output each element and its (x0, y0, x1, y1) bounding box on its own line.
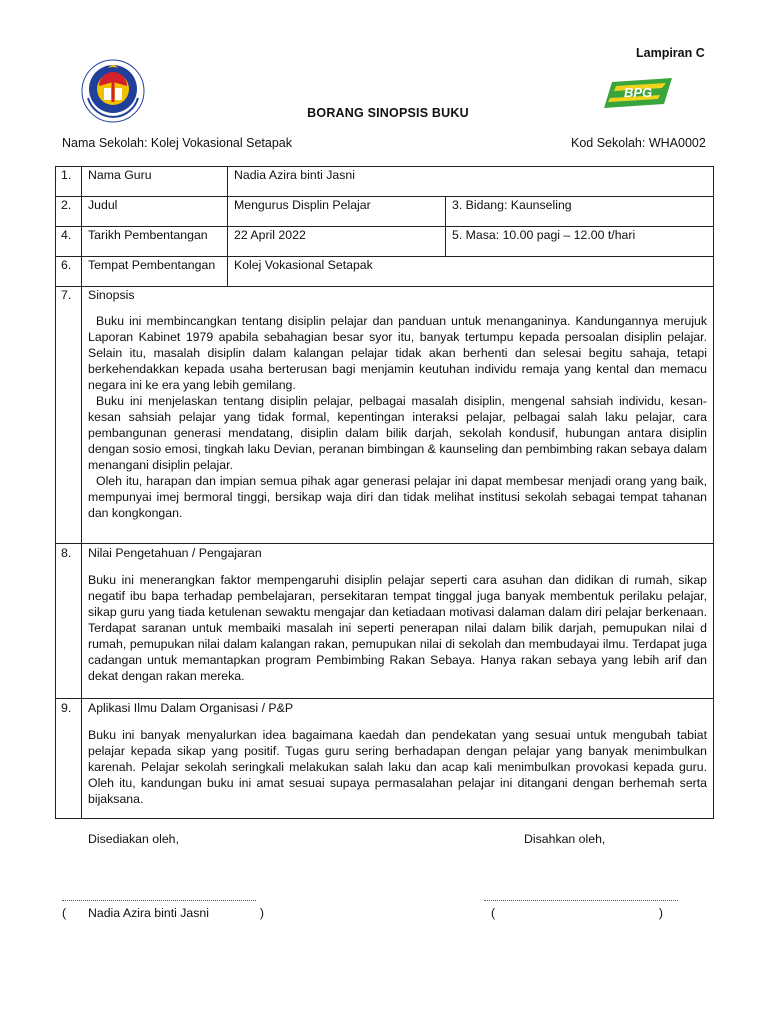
appendix-label: Lampiran C (636, 46, 705, 60)
row-teacher-name (56, 167, 714, 197)
section-heading: Aplikasi Ilmu Dalam Organisasi / P&P (88, 701, 294, 715)
bpg-logo (604, 76, 674, 110)
close-paren: ) (259, 906, 264, 920)
close-paren: ) (658, 906, 663, 920)
synopsis-paragraph: Buku ini membincangkan tentang disiplin pelajar dan panduan untuk menanganinya. Kandungannya merujuk Laporan Kabinet 1979 apabila sebahagian besar syor itu, banyak tertumpu kepada persoalan disiplin pelajar. Selain itu, masalah disiplin dalam kalangan pelajar tidak akan berhenti dan selesai begitu sahaja, tetapi berkehendakkan kepada usaha berterusan bagi menjamin keutuhan individu remaja yang kental dan memacu negara ini ke era yang lebih gemilang. (88, 314, 708, 392)
field-value-teacher: Nadia Azira binti Jasni (228, 167, 714, 197)
row-venue (56, 257, 714, 287)
school-name: Nama Sekolah: Kolej Vokasional Setapak (62, 136, 293, 150)
prepared-by-label: Disediakan oleh, (88, 832, 179, 846)
open-paren: ( (491, 906, 496, 920)
signature-line-right (484, 900, 678, 901)
field-label-venue: Tempat Pembentangan (82, 257, 228, 287)
section-heading: Nilai Pengetahuan / Pengajaran (88, 546, 262, 560)
row-number (56, 699, 82, 819)
field-value-title: Mengurus Displin Pelajar (228, 197, 446, 227)
synopsis-cell (82, 287, 714, 544)
svg-text:BPG: BPG (624, 85, 653, 100)
row-number (56, 287, 82, 544)
row-number-text: 9. (61, 701, 72, 715)
field-field-area: 3. Bidang: Kaunseling (446, 197, 714, 227)
section-heading: Sinopsis (88, 288, 135, 302)
row-number: 2. (56, 197, 82, 227)
row-values (56, 544, 714, 699)
school-code: Kod Sekolah: WHA0002 (571, 136, 706, 150)
values-cell (82, 544, 714, 699)
row-application (56, 699, 714, 819)
prepared-name: Nadia Azira binti Jasni (88, 906, 209, 920)
field-label-title: Judul (82, 197, 228, 227)
application-cell (82, 699, 714, 819)
row-number: 1. (56, 167, 82, 197)
row-synopsis (56, 287, 714, 544)
signature-line-left (62, 900, 256, 901)
row-number-text: 8. (61, 546, 72, 560)
approved-by-label: Disahkan oleh, (524, 832, 606, 846)
application-paragraph: Buku ini banyak menyalurkan idea bagaimana kaedah dan pendekatan yang sesuai untuk mengubah tabiat pelajar kepada sikap yang positif. Tugas guru sering berhadapan dengan pelajar yang banyak menimbulkan karenah. Pelajar sekolah seringkali melakukan salah laku dan acap kali menimbulkan provokasi kepada guru. Oleh itu, kandungan buku ini amat sesuai supaya permasalahan pelajar ini ditangani dengan berhemah serta bijaksana. (88, 728, 708, 806)
field-time: 5. Masa: 10.00 pagi – 12.00 t/hari (446, 227, 714, 257)
row-date (56, 227, 714, 257)
field-value-date: 22 April 2022 (228, 227, 446, 257)
row-number: 6. (56, 257, 82, 287)
open-paren: ( (62, 906, 67, 920)
field-label-teacher: Nama Guru (82, 167, 228, 197)
row-number (56, 544, 82, 699)
row-number-text: 7. (61, 288, 72, 302)
synopsis-form-table (55, 166, 714, 819)
synopsis-paragraph: Buku ini menjelaskan tentang disiplin pelajar, pelbagai masalah disiplin, mengenal sahsiah individu, kesan-kesan sahsiah pelajar yang tidak formal, kepentingan interaksi pelajar, pelbagai salah laku pelajar, cara pembangunan generasi mendatang, disiplin dalam bilik darjah, sekolah kondusif, hubungan antara disiplin dengan sosio emosi, tingkah laku Devian, peranan bimbingan & kaunseling dan pembimbing rakan sebaya dalam menangani disiplin pelajar. (88, 394, 708, 472)
values-paragraph: Buku ini menerangkan faktor mempengaruhi disiplin pelajar seperti cara asuhan dan didikan di rumah, sikap negatif ibu bapa terhadap pembelajaran, persekitaran tempat tinggal juga banyak membentuk perilaku pelajar, sikap guru yang tiada ketulenan sewaktu mengajar dan ketiadaan motivasi dalaman dalam diri pelajar berkenaan. Terdapat saranan untuk membaiki masalah ini seperti penerapan nilai dalam bilik darjah, pemupukan nilai d rumah, pemupukan nilai dalam kalangan rakan, pemupukan nilai di sekolah dan membudayai ilmu. Terdapat juga cadangan untuk memantapkan program Pembimbing Rakan Sebaya. Hanya rakan sebaya yang lebih arif dan dekat dengan rakan mereka. (88, 573, 708, 683)
row-number: 4. (56, 227, 82, 257)
field-value-venue: Kolej Vokasional Setapak (228, 257, 714, 287)
row-title (56, 197, 714, 227)
field-label-date: Tarikh Pembentangan (82, 227, 228, 257)
synopsis-paragraph: Oleh itu, harapan dan impian semua pihak agar generasi pelajar ini dapat membesar menjadi orang yang baik, mempunyai imej bermoral tinggi, bersikap waja diri dan tidak melihat institusi sekolah sebagai tempat tahanan dan kongkongan. (88, 474, 708, 520)
form-title: BORANG SINOPSIS BUKU (307, 106, 469, 120)
